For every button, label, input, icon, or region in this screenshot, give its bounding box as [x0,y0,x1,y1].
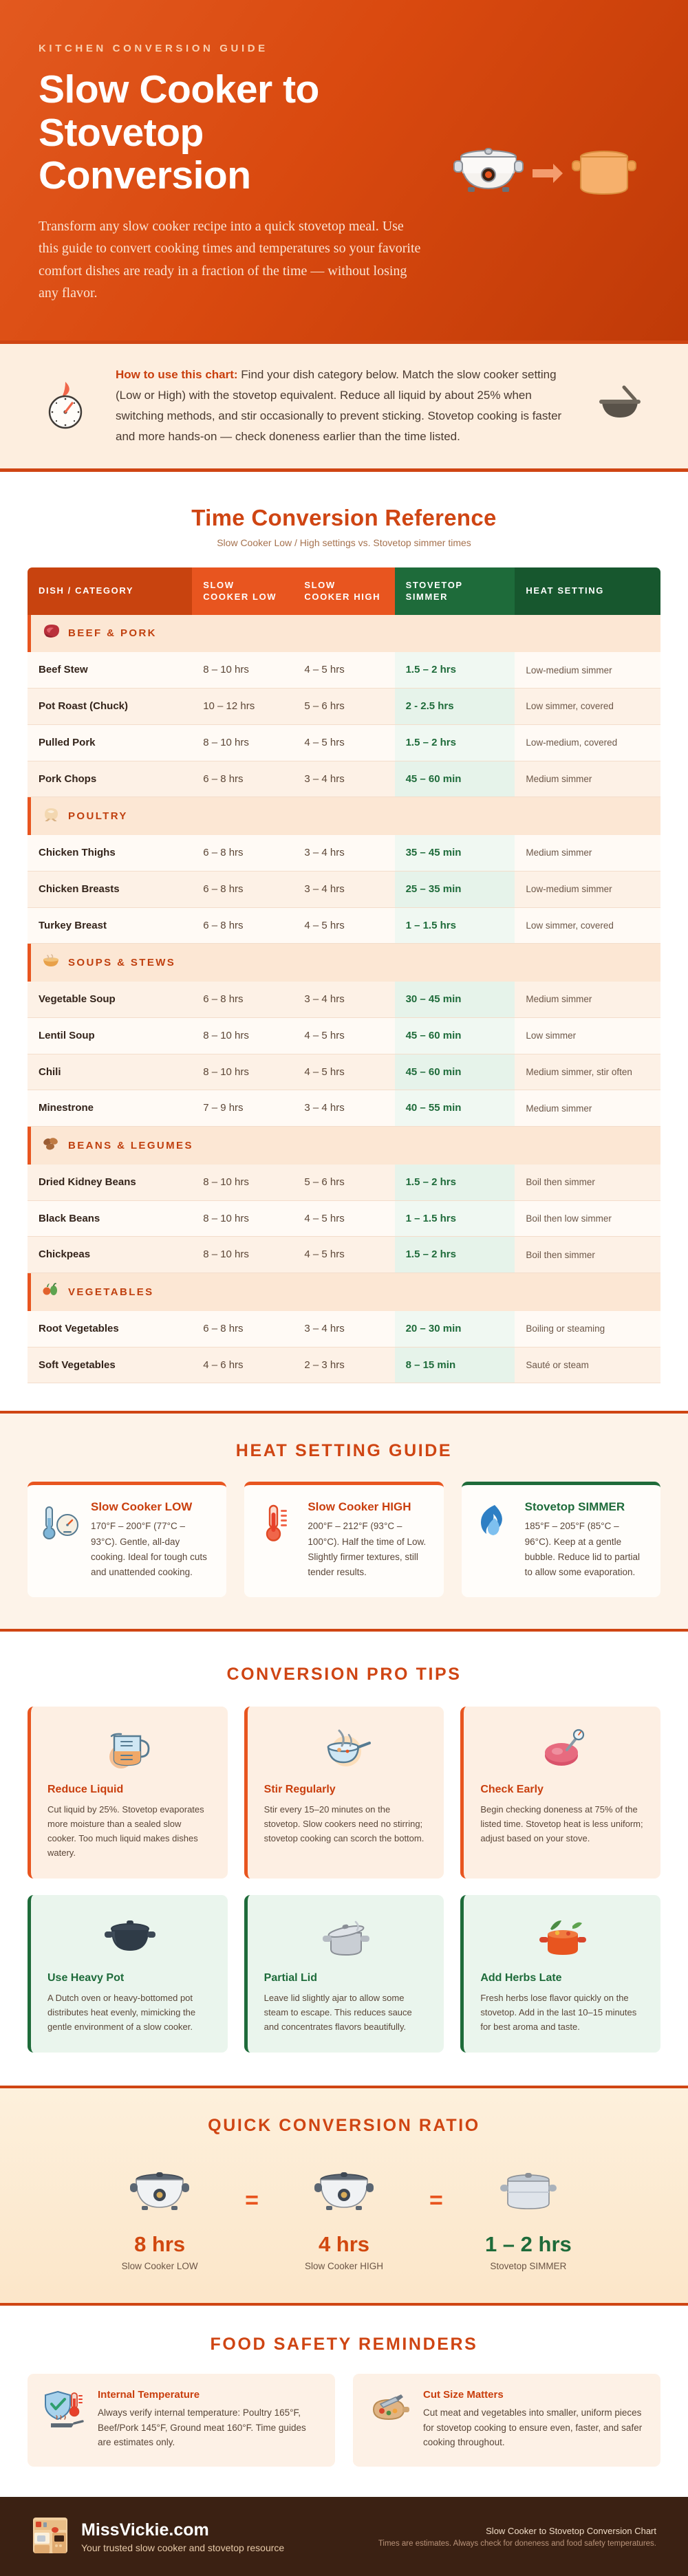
cell-heat-setting: Medium simmer [515,835,660,872]
cell-stovetop-simmer: 45 – 60 min [395,761,515,798]
category-row [28,615,660,653]
safety-card-body [423,2389,645,2451]
cell-stovetop-simmer: 30 – 45 min [395,982,515,1018]
table-row [28,1311,660,1347]
ratio-value: 8 hrs [134,2231,186,2256]
table-body [28,615,660,1384]
tip-card-partial-lid [244,1895,444,2053]
equals-sign-2: = [429,2187,443,2214]
footer-brand-text [81,2520,284,2553]
page-title [39,68,424,197]
brand-tagline: Your trusted slow cooker and stovetop resource [81,2542,285,2553]
safety-card-body [98,2389,320,2451]
pro-tips-grid [28,1707,660,2053]
cell-slow-cooker-low: 6 – 8 hrs [192,908,293,944]
heat-guide-grid [28,1482,660,1597]
dutch-oven-icon [47,1913,213,1962]
heat-card-body [308,1500,429,1580]
category-row [28,797,660,835]
cell-slow-cooker-high: 4 – 5 hrs [293,1054,394,1091]
cell-heat-setting: Boil then low simmer [515,1201,660,1237]
tip-name: Partial Lid [264,1971,318,1984]
cell-slow-cooker-high: 3 – 4 hrs [293,835,394,872]
meat-thermometer-icon [480,1724,645,1774]
steak-icon [42,624,60,644]
tip-desc: A Dutch oven or heavy-bottomed pot distributes heat evenly, mimicking the gentle environment of a slow cooker. [47,1992,196,2033]
cell-dish: Chicken Breasts [28,872,192,908]
hero-description: Transform any slow cooker recipe into a quick stovetop meal. Use this guide to convert cooking times and temperatures so your favorite comfort dishes are ready in a fraction of the time — without losing any flavor. [39,219,421,301]
cell-stovetop-simmer: 1.5 – 2 hrs [395,1165,515,1201]
heat-card-name: Slow Cooker LOW [91,1500,193,1514]
arrow-right-icon [530,160,566,187]
cell-stovetop-simmer: 1 – 1.5 hrs [395,908,515,944]
shield-check-thermometer-icon [43,2389,85,2429]
slow-cooker-icon [98,2159,222,2222]
poultry-icon [42,806,60,826]
cell-stovetop-simmer: 1 – 1.5 hrs [395,1201,515,1237]
cell-slow-cooker-high: 4 – 5 hrs [293,652,394,689]
cell-stovetop-simmer: 1.5 – 2 hrs [395,652,515,689]
category-row [28,1127,660,1165]
pro-tips-section [0,1632,688,2086]
herb-pot-icon [480,1913,645,1962]
cell-dish: Soft Vegetables [28,1347,192,1384]
category-row [28,944,660,982]
cell-heat-setting: Low-medium simmer [515,652,660,689]
cell-slow-cooker-high: 3 – 4 hrs [293,872,394,908]
cell-slow-cooker-low: 6 – 8 hrs [192,835,293,872]
cell-heat-setting: Medium simmer, stir often [515,1054,660,1091]
footer-brand-block [32,2515,284,2558]
how-to-use-text [116,365,567,448]
page-title-line-2: Stovetop Conversion [39,110,251,198]
cell-slow-cooker-low: 8 – 10 hrs [192,1054,293,1091]
ratio-item-high [282,2159,406,2271]
table-row [28,1018,660,1054]
table-subtitle: Slow Cooker Low / High settings vs. Stovetop simmer times [217,537,471,548]
ratio-title: QUICK CONVERSION RATIO [208,2115,480,2135]
cell-dish: Vegetable Soup [28,982,192,1018]
tip-card-check-early [460,1707,660,1879]
cell-dish: Black Beans [28,1201,192,1237]
heat-card-name: Slow Cooker HIGH [308,1500,411,1514]
stock-pot-icon [466,2159,590,2222]
cell-stovetop-simmer: 20 – 30 min [395,1311,515,1347]
page-footer [0,2497,688,2576]
cell-slow-cooker-low: 6 – 8 hrs [192,982,293,1018]
tip-desc: Begin checking doneness at 75% of the listed time. Stovetop heat is less uniform; adjust based on your stove. [480,1804,643,1844]
table-row [28,1347,660,1384]
category-label: BEEF & PORK [68,627,157,640]
soup-bowl-icon [42,953,60,973]
table-row [28,1054,660,1091]
cell-slow-cooker-high: 3 – 4 hrs [293,1090,394,1127]
flame-icon [475,1500,514,1543]
category-label: SOUPS & STEWS [68,956,176,968]
cell-dish: Pulled Pork [28,725,192,761]
stock-pot-icon [568,139,640,208]
heat-card-high [244,1482,443,1597]
hero-text-block [39,43,424,305]
footer-disclaimer: Times are estimates. Always check for doneness and food safety temperatures. [378,2539,656,2548]
page-title-line-1: Slow Cooker to [39,67,319,111]
ratio-row [28,2159,660,2271]
ratio-item-stovetop [466,2159,590,2271]
tip-name: Use Heavy Pot [47,1971,125,1984]
footer-meta [378,2526,656,2548]
equals-sign-1: = [245,2187,259,2214]
tip-desc: Stir every 15–20 minutes on the stovetop. Slow cookers need no stirring; stovetop cooking can scorch the bottom. [264,1804,424,1844]
heat-card-body [91,1500,213,1580]
ratio-caption: Slow Cooker LOW [121,2260,198,2271]
heat-card-desc: 200°F – 212°F (93°C – 100°C). Half the time of Low. Slightly firmer textures, still tender results. [308,1521,427,1578]
cell-dish: Turkey Breast [28,908,192,944]
category-row [28,1273,660,1311]
heat-card-desc: 185°F – 205°F (85°C – 96°C). Keep at a gentle bubble. Reduce lid to partial to allow some evaporation. [524,1521,641,1578]
hero-section [0,0,688,340]
vegetables-icon [42,1282,60,1302]
cell-dish: Chickpeas [28,1237,192,1273]
table-row [28,1201,660,1237]
table-row [28,652,660,689]
cell-slow-cooker-high: 4 – 5 hrs [293,1201,394,1237]
measuring-cup-icon [47,1724,213,1774]
cutting-board-icon [368,2389,411,2429]
safety-card-desc: Cut meat and vegetables into smaller, uniform pieces for stovetop cooking to ensure even, faster, and safer cooking throughout. [423,2407,643,2448]
table-row [28,835,660,872]
cell-slow-cooker-low: 8 – 10 hrs [192,725,293,761]
cell-stovetop-simmer: 35 – 45 min [395,835,515,872]
quick-conversion-ratio-section [0,2086,688,2306]
table-row [28,761,660,798]
cell-heat-setting: Boiling or steaming [515,1311,660,1347]
cell-dish: Dried Kidney Beans [28,1165,192,1201]
safety-card-name: Internal Temperature [98,2388,200,2401]
food-safety-section [0,2306,688,2498]
heat-card-low [28,1482,226,1597]
brand-name[interactable]: MissVickie.com [81,2520,209,2540]
cell-slow-cooker-low: 8 – 10 hrs [192,1237,293,1273]
heat-setting-guide-section [0,1411,688,1631]
cell-dish: Pot Roast (Chuck) [28,689,192,725]
tip-desc: Leave lid slightly ajar to allow some steam to escape. This reduces sauce and concentrates flavors beautifully. [264,1992,412,2033]
cell-dish: Lentil Soup [28,1018,192,1054]
tip-name: Stir Regularly [264,1783,336,1795]
column-header-slow-cooker-low: SLOW COOKER LOW [192,567,293,615]
cell-slow-cooker-high: 4 – 5 hrs [293,725,394,761]
cell-slow-cooker-low: 7 – 9 hrs [192,1090,293,1127]
safety-title: FOOD SAFETY REMINDERS [210,2334,478,2354]
cell-dish: Root Vegetables [28,1311,192,1347]
how-to-use-lead: How to use this chart: [116,367,238,381]
cell-slow-cooker-low: 6 – 8 hrs [192,1311,293,1347]
column-header-stovetop-simmer: STOVETOP SIMMER [395,567,515,615]
table-row [28,908,660,944]
tip-name: Reduce Liquid [47,1783,124,1795]
table-header [28,567,660,615]
cell-stovetop-simmer: 1.5 – 2 hrs [395,1237,515,1273]
cell-stovetop-simmer: 2 - 2.5 hrs [395,689,515,725]
cell-heat-setting: Low simmer, covered [515,689,660,725]
tip-desc: Fresh herbs lose flavor quickly on the stovetop. Add in the last 10–15 minutes for best aroma and taste. [480,1992,637,2033]
column-header-dish: DISH / CATEGORY [28,567,192,615]
tip-card-use-heavy-pot [28,1895,228,2053]
cell-dish: Beef Stew [28,652,192,689]
cell-slow-cooker-low: 4 – 6 hrs [192,1347,293,1384]
cell-slow-cooker-high: 5 – 6 hrs [293,689,394,725]
cell-heat-setting: Low simmer, covered [515,908,660,944]
cell-slow-cooker-low: 6 – 8 hrs [192,872,293,908]
pro-tips-title: CONVERSION PRO TIPS [226,1664,462,1684]
cell-slow-cooker-low: 8 – 10 hrs [192,652,293,689]
cell-stovetop-simmer: 8 – 15 min [395,1347,515,1384]
cell-stovetop-simmer: 25 – 35 min [395,872,515,908]
safety-grid [28,2374,660,2467]
ratio-caption: Slow Cooker HIGH [304,2260,384,2271]
category-label: VEGETABLES [68,1286,154,1298]
category-label: BEANS & LEGUMES [68,1139,193,1151]
table-row [28,1165,660,1201]
time-conversion-section [0,472,688,1411]
cell-slow-cooker-high: 3 – 4 hrs [293,761,394,798]
table-row [28,1237,660,1273]
conversion-table [28,567,660,1384]
cell-slow-cooker-high: 5 – 6 hrs [293,1165,394,1201]
heat-card-body [525,1500,647,1580]
cell-dish: Chili [28,1054,192,1091]
cell-dish: Pork Chops [28,761,192,798]
safety-card-desc: Always verify internal temperature: Poultry 165°F, Beef/Pork 145°F, Ground meat 160°F. Time guides are estimates only. [98,2407,306,2448]
safety-card-name: Cut Size Matters [423,2388,504,2401]
cell-heat-setting: Low-medium simmer [515,872,660,908]
cell-dish: Chicken Thighs [28,835,192,872]
tip-card-stir-regularly [244,1707,444,1879]
cell-slow-cooker-high: 4 – 5 hrs [293,1237,394,1273]
table-row [28,725,660,761]
cell-heat-setting: Low-medium, covered [515,725,660,761]
cell-slow-cooker-high: 4 – 5 hrs [293,908,394,944]
kitchen-icon [32,2515,69,2558]
cell-heat-setting: Medium simmer [515,761,660,798]
cell-slow-cooker-low: 10 – 12 hrs [192,689,293,725]
how-to-use-body: Find your dish category below. Match the slow cooker setting (Low or High) with the stovetop equivalent. Reduce all liquid by about 25% when switching methods, and stir occasionally to prevent sticking. Stovetop cooking is faster and more hands-on — check doneness earlier than the time listed. [116,367,562,444]
cell-slow-cooker-high: 4 – 5 hrs [293,1018,394,1054]
cell-stovetop-simmer: 45 – 60 min [395,1054,515,1091]
heat-card-simmer [462,1482,660,1597]
thermometer-gauge-icon [41,1500,80,1543]
cell-slow-cooker-low: 8 – 10 hrs [192,1165,293,1201]
cell-slow-cooker-high: 2 – 3 hrs [293,1347,394,1384]
cell-slow-cooker-low: 6 – 8 hrs [192,761,293,798]
cell-dish: Minestrone [28,1090,192,1127]
thermometer-hot-icon [258,1500,297,1543]
cell-stovetop-simmer: 1.5 – 2 hrs [395,725,515,761]
tip-desc: Cut liquid by 25%. Stovetop evaporates more moisture than a sealed slow cooker. Too much liquid makes dishes watery. [47,1804,204,1859]
beans-icon [42,1136,60,1156]
safety-card-cut-size [353,2374,660,2467]
slow-cooker-icon [450,136,527,210]
heat-guide-title: HEAT SETTING GUIDE [235,1441,453,1461]
timer-flame-icon [39,380,92,431]
how-to-use-band [0,340,688,472]
tip-name: Check Early [480,1783,544,1795]
lidded-pot-icon [264,1913,429,1962]
cell-slow-cooker-low: 8 – 10 hrs [192,1018,293,1054]
cell-slow-cooker-low: 8 – 10 hrs [192,1201,293,1237]
stirring-pan-icon [264,1724,429,1774]
safety-card-internal-temperature [28,2374,335,2467]
cell-slow-cooker-high: 3 – 4 hrs [293,1311,394,1347]
hero-eyebrow: KITCHEN CONVERSION GUIDE [39,43,268,54]
table-row [28,689,660,725]
ratio-item-low [98,2159,222,2271]
column-header-slow-cooker-high: SLOW COOKER HIGH [293,567,394,615]
cell-heat-setting: Medium simmer [515,1090,660,1127]
heat-card-desc: 170°F – 200°F (77°C – 93°C). Gentle, all-day cooking. Ideal for tough cuts and unattended cooking. [91,1521,207,1578]
cell-heat-setting: Boil then simmer [515,1237,660,1273]
ratio-value: 1 – 2 hrs [484,2231,572,2256]
cell-slow-cooker-high: 3 – 4 hrs [293,982,394,1018]
table-header-row [28,567,660,615]
cell-stovetop-simmer: 45 – 60 min [395,1018,515,1054]
cell-heat-setting: Medium simmer [515,982,660,1018]
tip-card-reduce-liquid [28,1707,228,1879]
slow-cooker-icon [282,2159,406,2222]
table-row [28,982,660,1018]
ratio-value: 4 hrs [318,2231,370,2256]
mortar-pestle-icon [590,385,649,427]
tip-name: Add Herbs Late [480,1971,562,1984]
table-row [28,872,660,908]
cell-heat-setting: Boil then simmer [515,1165,660,1201]
cell-heat-setting: Sauté or steam [515,1347,660,1384]
ratio-caption: Stovetop SIMMER [490,2260,567,2271]
tip-card-add-herbs-late [460,1895,660,2053]
cell-stovetop-simmer: 40 – 55 min [395,1090,515,1127]
cell-heat-setting: Low simmer [515,1018,660,1054]
heat-card-name: Stovetop SIMMER [524,1500,625,1514]
table-title: Time Conversion Reference [191,504,497,530]
table-row [28,1090,660,1127]
column-header-heat-setting: HEAT SETTING [515,567,660,615]
category-label: POULTRY [68,810,128,822]
footer-chart-name: Slow Cooker to Stovetop Conversion Chart [486,2525,656,2536]
hero-artwork [442,136,648,210]
